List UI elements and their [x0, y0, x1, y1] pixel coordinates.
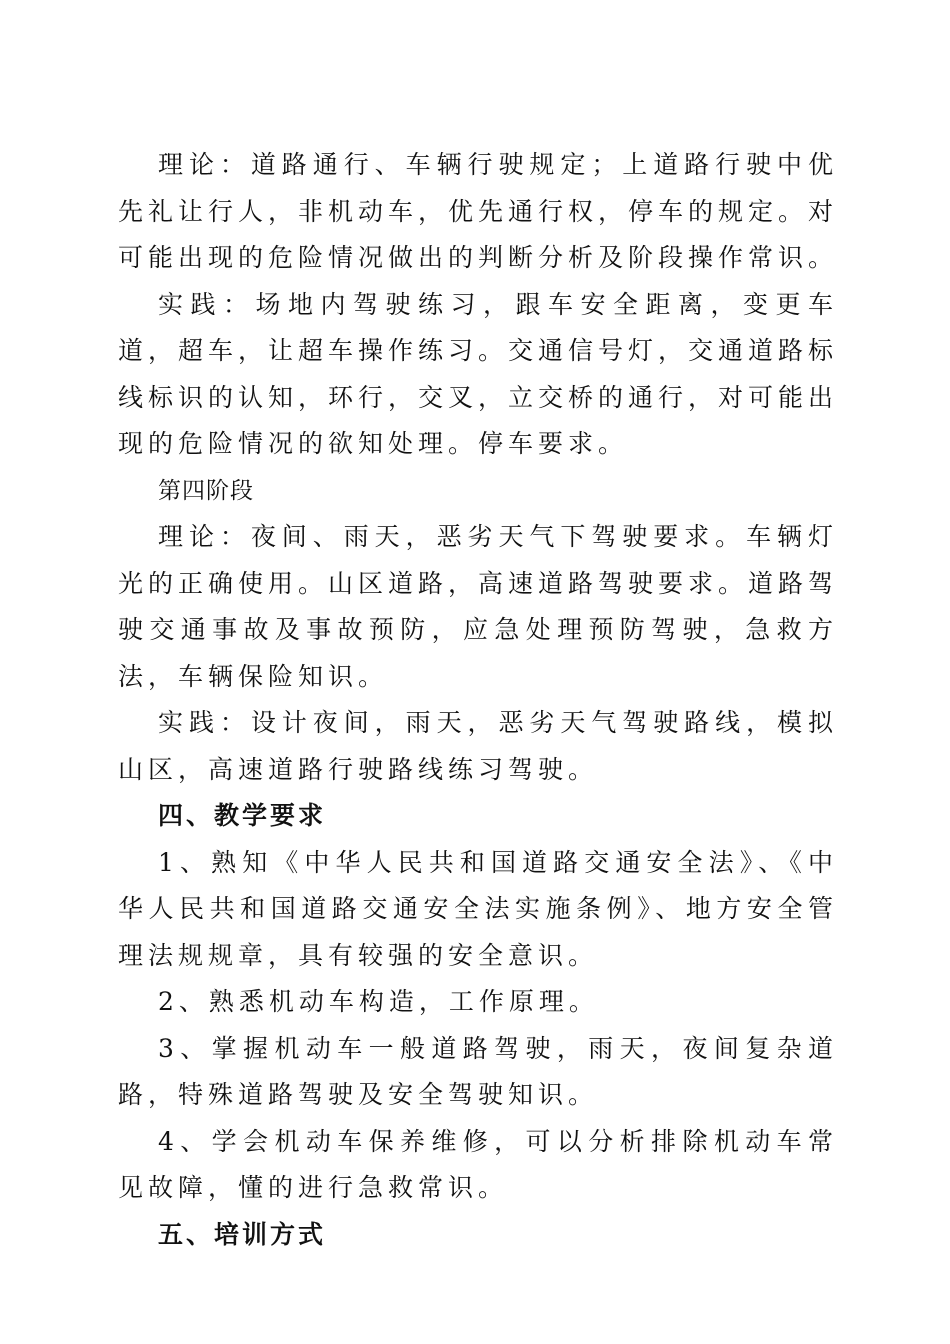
section-subheading-stage4: 第四阶段: [158, 477, 254, 504]
paragraph-stage4-practice: 实践：设计夜间，雨天，恶劣天气驾驶路线，模拟山区，高速道路行驶路线练习驾驶。: [118, 708, 838, 784]
list-item-requirement-4: 4、学会机动车保养维修，可以分析排除机动车常见故障，懂的进行急救常识。: [118, 1126, 838, 1202]
list-item-requirement-1: 1、熟知《中华人民共和国道路交通安全法》、《中华人民共和国道路交通安全法实施条例》、地方安全管理法规规章，具有较强的安全意识。: [118, 847, 838, 970]
section-heading-training-method: 五、培训方式: [158, 1219, 327, 1249]
document-body: [118, 142, 838, 1258]
list-item-requirement-2: 2、熟悉机动车构造，工作原理。: [158, 987, 599, 1016]
paragraph-stage4-theory: 理论：夜间、雨天，恶劣天气下驾驶要求。车辆灯光的正确使用。山区道路，高速道路驾驶要求。道路驾驶交通事故及事故预防，应急处理预防驾驶，急救方法，车辆保险知识。: [118, 522, 839, 691]
section-heading-teaching-requirements: 四、教学要求: [158, 801, 327, 830]
paragraph-stage3-practice: 实践：场地内驾驶练习，跟车安全距离，变更车道，超车，让超车操作练习。交通信号灯，交通道路标线标识的认知，环行，交叉，立交桥的通行，对可能出现的危险情况的欲知处理。停车要求。: [118, 289, 839, 458]
paragraph-stage3-theory: 理论：道路通行、车辆行驶规定；上道路行驶中优先礼让行人，非机动车，优先通行权，停车的规定。对可能出现的危险情况做出的判断分析及阶段操作常识。: [118, 150, 839, 272]
list-item-requirement-3: 3、掌握机动车一般道路驾驶，雨天，夜间复杂道路，特殊道路驾驶及安全驾驶知识。: [118, 1033, 838, 1109]
